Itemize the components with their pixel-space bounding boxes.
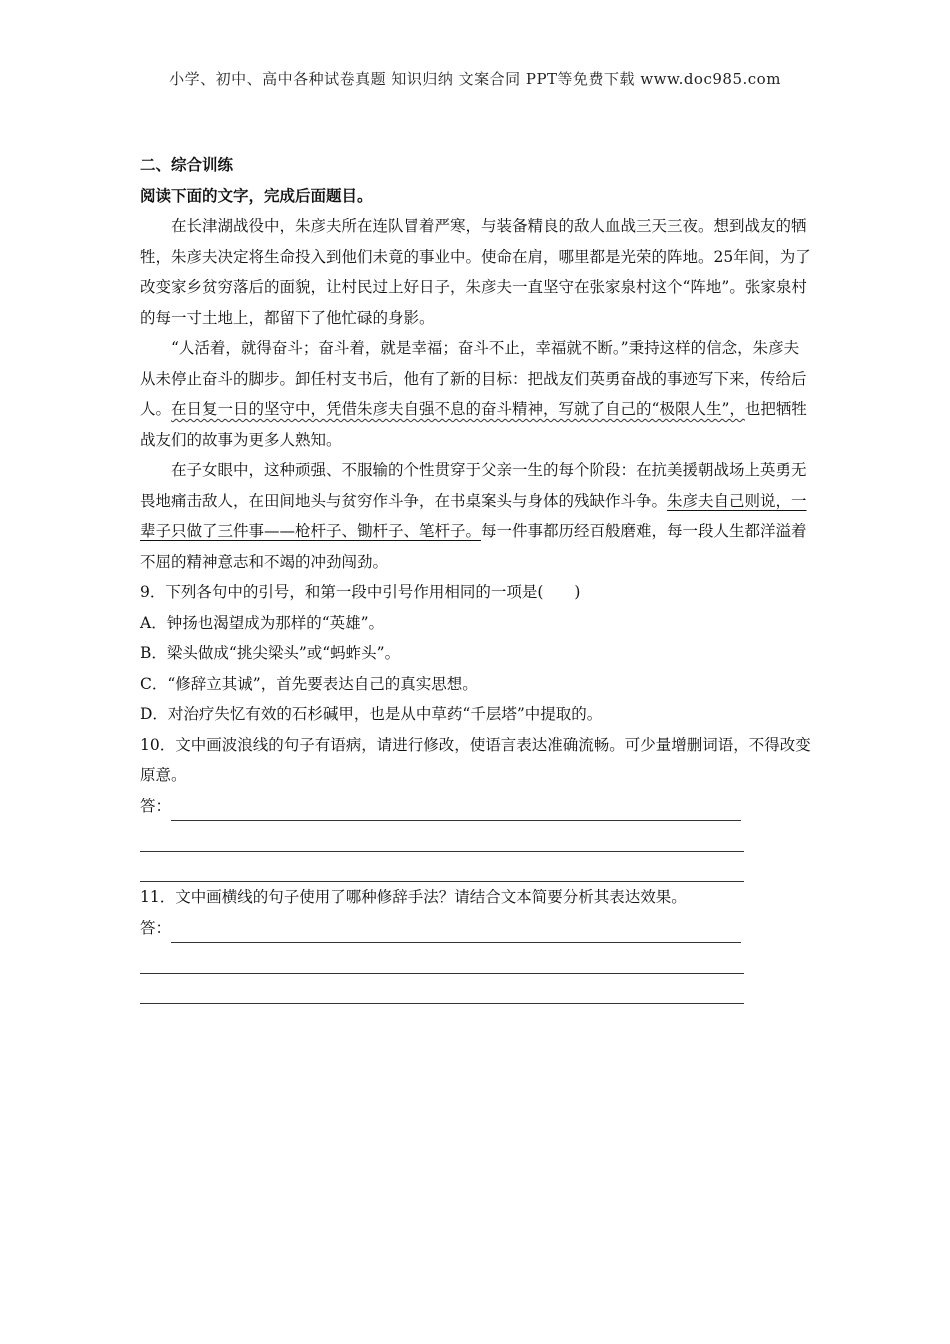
question-9-option-b: B．梁头做成“挑尖梁头”或“蚂蚱头”。 — [140, 644, 401, 662]
passage-paragraph-3 — [140, 455, 812, 577]
question-11-answer-row — [140, 913, 812, 944]
document-body — [140, 150, 812, 1004]
answer-line[interactable] — [171, 800, 741, 821]
answer-line[interactable] — [140, 983, 744, 1004]
question-10-answer-row — [140, 852, 812, 883]
question-10-stem: 10．文中画波浪线的句子有语病，请进行修改，使语言表达准确流畅。可少量增删词语，不得改变原意。 — [140, 735, 811, 784]
reading-instruction: 阅读下面的文字，完成后面题目。 — [140, 185, 373, 205]
answer-line[interactable] — [140, 953, 744, 974]
question-9-option-a: A．钟扬也渴望成为那样的“英雄”。 — [140, 613, 385, 632]
question-11-answer-row — [140, 943, 812, 974]
question-9-option-d: D．对治疗失忆有效的石杉碱甲，也是从中草药“千层塔”中提取的。 — [140, 705, 603, 723]
underlined-sentence: 朱彦夫自己则说，一辈子只做了三件事——枪杆子、锄杆子、笔杆子。 — [140, 491, 807, 540]
passage-paragraph-1: 在长津湖战役中，朱彦夫所在连队冒着严寒，与装备精良的敌人血战三天三夜。想到战友的牺牲，朱彦夫决定将生命投入到他们未竟的事业中。使命在肩，哪里都是光荣的阵地。25年间，为了改变家乡贫穷落后的面貌，让村民过上好日子，朱彦夫一直坚守在张家泉村这个“阵地”。张家泉村的每一寸土地上，都留下了他忙碌的身影。 — [140, 217, 811, 327]
question-11-stem: 11．文中画横线的句子使用了哪种修辞手法？请结合文本简要分析其表达效果。 — [140, 888, 687, 906]
answer-line[interactable] — [140, 831, 744, 852]
answer-line[interactable] — [171, 922, 741, 943]
page-header: 小学、初中、高中各种试卷真题 知识归纳 文案合同 PPT等免费下载 www.doc985.com — [169, 70, 781, 88]
question-10-answer-row — [140, 791, 812, 822]
paragraph-3-tail: 每一件事都历经百般磨难，每一段人生都洋溢着不屈的精神意志和不竭的冲劲闯劲。 — [140, 522, 807, 571]
paragraph-3-lead: 在子女眼中，这种顽强、不服输的个性贯穿于父亲一生的每个阶段：在抗美援朝战场上英勇无畏地痛击敌人，在田间地头与贫穷作斗争，在书桌案头与身体的残缺作斗争。 — [140, 461, 807, 510]
question-9-option-c: C．“修辞立其诚”，首先要表达自己的真实思想。 — [140, 674, 478, 693]
passage-paragraph-2 — [140, 333, 812, 455]
wavy-underlined-sentence: 在日复一日的坚守中，凭借朱彦夫自强不息的奋斗精神，写就了自己的“极限人生”， — [171, 400, 745, 418]
question-11-answer-row — [140, 974, 812, 1005]
answer-line[interactable] — [140, 861, 744, 882]
question-10-answer-label: 答： — [140, 796, 172, 815]
paragraph-2-lead: “人活着，就得奋斗；奋斗着，就是幸福；奋斗不止，幸福就不断。”秉持这样的信念，朱彦夫从未停止奋斗的脚步。卸任村支书后，他有了新的目标：把战友们英勇奋战的事迹写下来，传给后人。 — [140, 339, 807, 418]
question-10-answer-row — [140, 821, 812, 852]
paragraph-2-tail: 也把牺牲战友们的故事为更多人熟知。 — [140, 400, 807, 449]
question-9-stem: 9．下列各句中的引号，和第一段中引号作用相同的一项是( ) — [140, 583, 581, 601]
question-11-answer-label: 答： — [140, 918, 172, 937]
section-title: 二、综合训练 — [140, 155, 234, 174]
